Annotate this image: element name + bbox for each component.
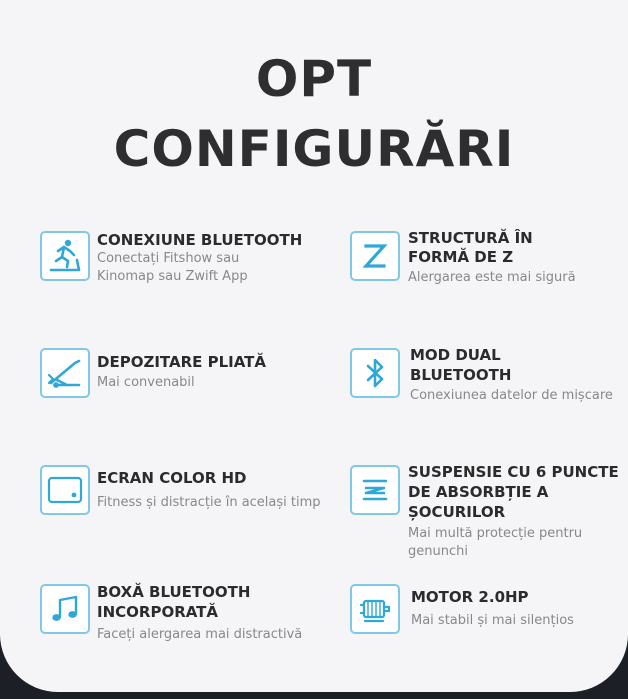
feature-title-bluetooth-connection: CONEXIUNE BLUETOOTH bbox=[97, 231, 303, 249]
feature-title-dual-bluetooth-2: BLUETOOTH bbox=[410, 366, 512, 384]
runner-icon bbox=[40, 231, 90, 281]
feature-desc-bluetooth-connection: Conectați Fitshow sau bbox=[97, 251, 240, 266]
screen-icon bbox=[40, 465, 90, 515]
feature-title-suspension: SUSPENSIE CU 6 PUNCTE bbox=[408, 463, 619, 481]
feature-desc-folding-storage: Mai convenabil bbox=[97, 375, 195, 390]
feature-desc-dual-bluetooth: Conexiunea datelor de mișcare bbox=[410, 388, 613, 403]
suspension-icon bbox=[350, 465, 400, 515]
feature-title-motor: MOTOR 2.0HP bbox=[411, 588, 529, 606]
z-structure-icon bbox=[350, 231, 400, 281]
feature-desc-bluetooth-connection-2: Kinomap sau Zwift App bbox=[97, 269, 248, 284]
feature-title-suspension-2: DE ABSORBȚIE A bbox=[408, 483, 549, 501]
feature-title-suspension-3: ȘOCURILOR bbox=[408, 503, 506, 521]
feature-title-speaker: BOXĂ BLUETOOTH bbox=[97, 583, 251, 601]
music-note-icon bbox=[40, 584, 90, 634]
feature-title-speaker-2: INCORPORATĂ bbox=[97, 603, 219, 621]
motor-icon bbox=[350, 584, 400, 634]
page-title-line2: CONFIGURĂRI bbox=[113, 120, 515, 178]
page-title-line1: OPT bbox=[255, 50, 373, 108]
feature-desc-hd-screen: Fitness și distracție în același timp bbox=[97, 495, 321, 510]
feature-title-z-structure-2: FORMĂ DE Z bbox=[408, 248, 514, 266]
feature-desc-speaker: Faceți alergarea mai distractivă bbox=[97, 627, 303, 642]
feature-title-hd-screen: ECRAN COLOR HD bbox=[97, 469, 247, 487]
feature-desc-motor: Mai stabil și mai silențios bbox=[411, 613, 574, 628]
feature-desc-suspension-2: genunchi bbox=[408, 544, 468, 559]
feature-title-dual-bluetooth: MOD DUAL bbox=[410, 346, 501, 364]
feature-desc-suspension: Mai multă protecție pentru bbox=[408, 526, 583, 541]
feature-title-z-structure: STRUCTURĂ ÎN bbox=[408, 229, 533, 247]
feature-desc-z-structure: Alergarea este mai sigură bbox=[408, 270, 576, 285]
folding-treadmill-icon bbox=[40, 348, 90, 398]
feature-title-folding-storage: DEPOZITARE PLIATĂ bbox=[97, 353, 267, 371]
bluetooth-icon bbox=[350, 348, 400, 398]
